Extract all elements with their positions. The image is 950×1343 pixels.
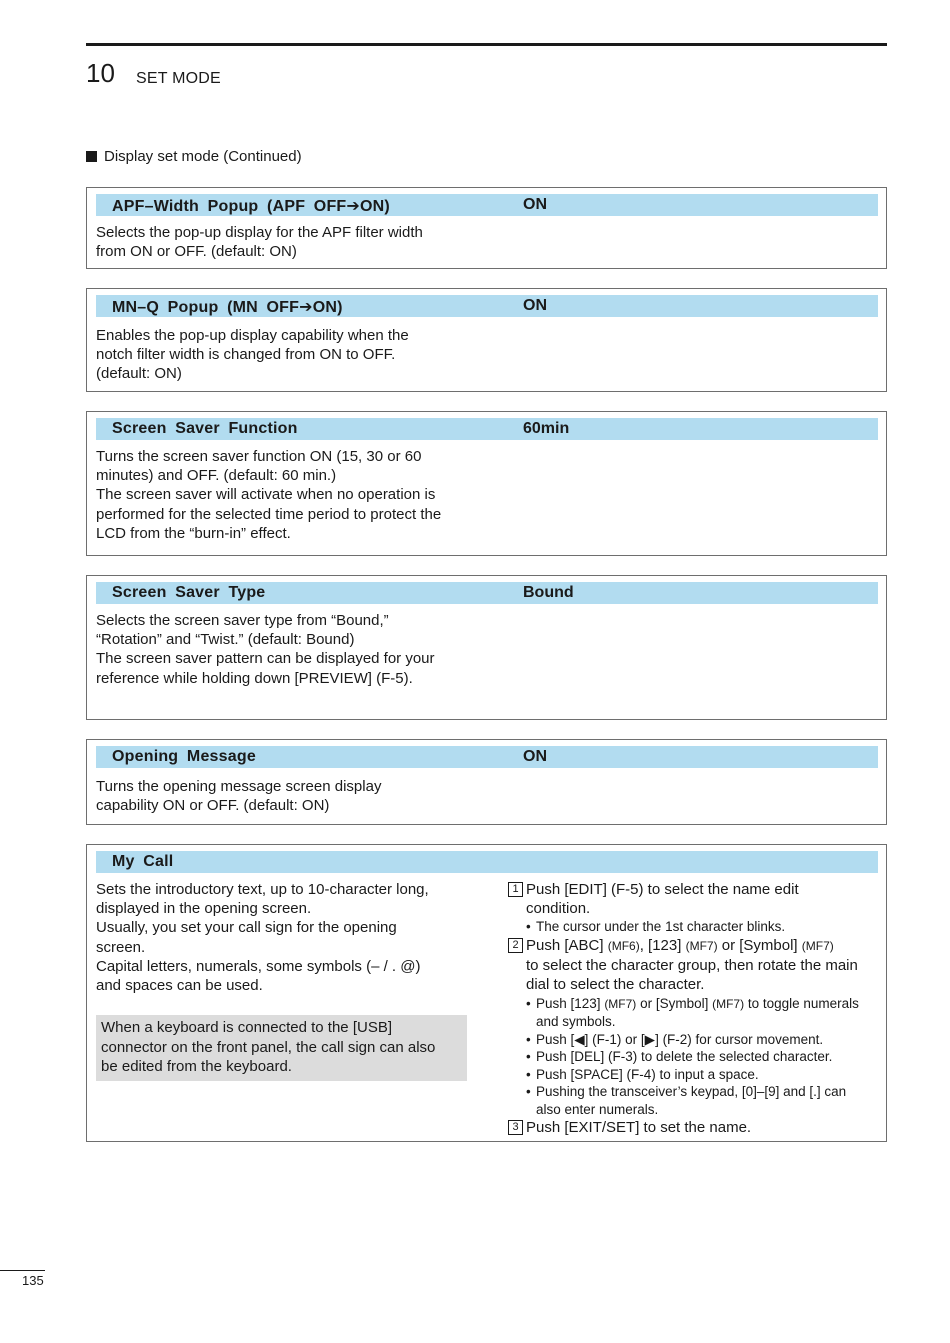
note-line: be edited from the keyboard. [101, 1058, 292, 1075]
desc-line: Sets the introductory text, up to 10-character long, [96, 881, 429, 898]
step-text: Push [ABC] [526, 936, 608, 954]
sub-text: ] (F-2) for cursor movement. [655, 1031, 824, 1047]
setting-title: Opening Message [112, 748, 256, 765]
sub-text: also enter numerals. [536, 1101, 659, 1117]
key-label: (MF7) [801, 938, 834, 953]
setting-title: MN–Q Popup (MN OFF➔ON) [112, 299, 343, 316]
desc-line: screen. [96, 938, 146, 956]
desc-line: from ON or OFF. (default: ON) [96, 243, 297, 261]
desc-line: reference while holding down [PREVIEW] (F-5). [96, 669, 413, 687]
desc-line: Turns the opening message screen display [96, 778, 382, 795]
step-number-icon: 2 [508, 938, 523, 953]
bullet-icon: • [526, 919, 531, 935]
step-line: to select the character group, then rotate the main [526, 957, 858, 975]
desc-line: performed for the selected time period to protect the [96, 505, 442, 523]
key-label: (MF6) [607, 938, 640, 953]
sub-text: and symbols. [536, 1014, 616, 1030]
setting-title: APF–Width Popup (APF OFF➔ON) [112, 198, 390, 215]
setting-item-my-call [86, 844, 887, 1142]
setting-item-screen-saver-function [86, 411, 887, 556]
step-2-note [508, 1031, 883, 1049]
page-number: 135 [22, 1273, 44, 1288]
desc-line: The screen saver pattern can be displayed for your [96, 650, 435, 668]
setting-title: Screen Saver Type [112, 584, 266, 601]
desc-line: minutes) and OFF. (default: 60 min.) [96, 467, 337, 485]
step-2 [508, 936, 883, 995]
section-heading [86, 148, 302, 165]
sub-text: to toggle numerals [744, 995, 859, 1011]
setting-default-value: ON [523, 297, 547, 314]
desc-line: notch filter width is changed from ON to OFF. [96, 346, 396, 364]
sub-text: ] (F-1) or [ [584, 1031, 645, 1047]
step-line: condition. [526, 900, 591, 918]
setting-item-apf-width-popup [86, 187, 887, 269]
desc-line: Enables the pop-up display capability when the [96, 327, 409, 344]
key-label: (MF7) [685, 938, 718, 953]
setting-description [96, 326, 471, 384]
setting-default-value: 60min [523, 420, 570, 437]
chapter-number: 10 [86, 58, 115, 88]
keyboard-note [96, 1015, 467, 1081]
right-arrow-icon: ▶ [644, 1031, 656, 1047]
step-3 [508, 1118, 883, 1137]
desc-line: The screen saver will activate when no operation is [96, 486, 436, 504]
key-label: (MF7) [604, 996, 637, 1011]
sub-text: Push [SPACE] (F-4) to input a space. [536, 1066, 759, 1082]
setting-description [96, 880, 476, 995]
setting-default-value: ON [523, 196, 547, 213]
key-label: (MF7) [712, 996, 745, 1011]
setting-header [96, 851, 878, 873]
setting-description [96, 611, 471, 688]
chapter-title: SET MODE [136, 70, 221, 87]
procedure-steps [508, 880, 883, 1137]
step-1-note [508, 918, 883, 936]
desc-line: Selects the pop-up display for the APF filter width [96, 224, 423, 241]
setting-description [96, 223, 471, 261]
step-line: Push [EDIT] (F-5) to select the name edit [526, 881, 799, 898]
note-line: connector on the front panel, the call sign can also [101, 1038, 436, 1056]
sub-text: or [Symbol] [636, 995, 713, 1011]
setting-item-opening-message [86, 739, 887, 825]
bullet-icon: • [526, 1049, 531, 1065]
step-text: or [Symbol] [717, 936, 802, 954]
desc-line: Usually, you set your call sign for the opening [96, 919, 397, 937]
step-1 [508, 880, 883, 918]
step-number-icon: 3 [508, 1120, 523, 1135]
setting-description [96, 777, 471, 815]
setting-description [96, 447, 471, 543]
step-line: dial to select the character. [526, 976, 705, 994]
step-2-note [508, 1066, 883, 1084]
setting-header [96, 194, 878, 216]
section-heading-text: Display set mode (Continued) [104, 148, 302, 165]
setting-default-value: ON [523, 748, 547, 765]
sub-text: Push [DEL] (F-3) to delete the selected character. [536, 1049, 833, 1065]
bullet-icon: • [526, 995, 531, 1011]
setting-title: Screen Saver Function [112, 420, 298, 437]
desc-line: capability ON or OFF. (default: ON) [96, 797, 330, 815]
desc-line: LCD from the “burn-in” effect. [96, 524, 291, 542]
sub-text: Push [ [536, 1031, 575, 1047]
setting-header [96, 746, 878, 768]
setting-header [96, 295, 878, 317]
step-number-icon: 1 [508, 882, 523, 897]
bullet-icon: • [526, 1066, 531, 1082]
setting-header [96, 418, 878, 440]
step-2-note [508, 995, 883, 1031]
desc-line: displayed in the opening screen. [96, 900, 312, 918]
bullet-icon: • [526, 1084, 531, 1100]
desc-line: Capital letters, numerals, some symbols (– / . @) [96, 957, 421, 975]
step-2-note [508, 1048, 883, 1066]
top-rule [86, 43, 887, 46]
setting-item-mn-q-popup [86, 288, 887, 392]
setting-title: My Call [112, 853, 174, 870]
desc-line: and spaces can be used. [96, 977, 263, 995]
square-bullet-icon [86, 151, 97, 162]
sub-text: Pushing the transceiver’s keypad, [0]–[9] and [.] can [536, 1084, 847, 1100]
desc-line: (default: ON) [96, 365, 182, 383]
page-number-rule [0, 1270, 45, 1271]
setting-header [96, 582, 878, 604]
step-line: Push [EXIT/SET] to set the name. [526, 1119, 752, 1137]
step-2-note [508, 1083, 883, 1118]
step-text: , [123] [639, 936, 686, 954]
bullet-icon: • [526, 1031, 531, 1047]
note-line: When a keyboard is connected to the [USB] [101, 1019, 392, 1036]
left-arrow-icon: ◀ [574, 1031, 585, 1047]
desc-line: “Rotation” and “Twist.” (default: Bound) [96, 631, 355, 649]
desc-line: Turns the screen saver function ON (15, 30 or 60 [96, 448, 422, 465]
sub-text: Push [123] [536, 995, 605, 1011]
step-line [526, 936, 883, 956]
setting-default-value: Bound [523, 584, 574, 601]
desc-line: Selects the screen saver type from “Bound,” [96, 612, 389, 629]
setting-item-screen-saver-type [86, 575, 887, 720]
sub-text: The cursor under the 1st character blinks. [536, 919, 786, 935]
